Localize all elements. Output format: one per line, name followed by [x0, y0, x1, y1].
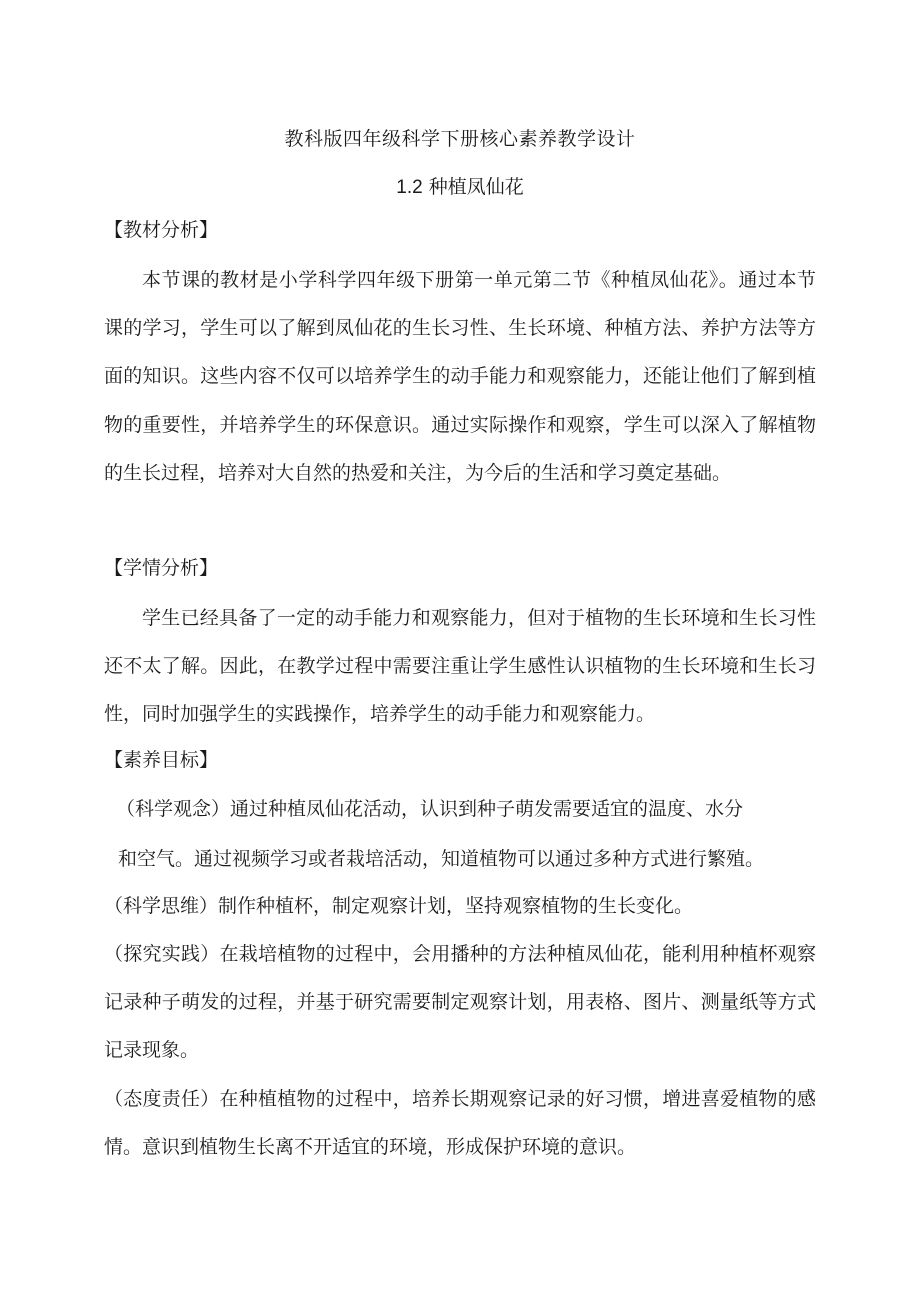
document-title: 教科版四年级科学下册核心素养教学设计 — [284, 128, 636, 150]
student-analysis-paragraph: 学生已经具备了一定的动手能力和观察能力，但对于植物的生长环境和生长习性还不太了解。因此，在教学过程中需要注重让学生感性认识植物的生长环境和生长习性，同时加强学生的实践操作，培养学生的动手能力和观察能力。 — [104, 607, 816, 726]
lesson-title — [0, 172, 920, 203]
section-heading-student-analysis: 【学情分析】 — [104, 557, 219, 579]
goal-inquiry-practice: （探究实践）在栽培植物的过程中，会用播种的方法种植凤仙花，能利用种植杯观察记录种子萌发的过程，并基于研究需要制定观察计划，用表格、图片、测量纸等方式记录现象。 — [104, 943, 816, 1062]
lesson-name: 种植凤仙花 — [428, 176, 524, 198]
goal-science-thinking: （科学思维）制作种植杯，制定观察计划，坚持观察植物的生长变化。 — [104, 895, 694, 917]
textbook-analysis-paragraph: 本节课的教材是小学科学四年级下册第一单元第二节《种植凤仙花》。通过本节课的学习，学生可以了解到凤仙花的生长习性、生长环境、种植方法、养护方法等方面的知识。这些内容不仅可以培养学生的动手能力和观察能力，还能让他们了解到植物的重要性，并培养学生的环保意识。通过实际操作和观察，学生可以深入了解植物的生长过程，培养对大自然的热爱和关注，为今后的生活和学习奠定基础。 — [104, 269, 816, 484]
goal-attitude-responsibility: （态度责任）在种植植物的过程中，培养长期观察记录的好习惯，增进喜爱植物的感情。意识到植物生长离不开适宜的环境，形成保护环境的意识。 — [104, 1088, 816, 1159]
section-heading-literacy-goals: 【素养目标】 — [104, 749, 219, 771]
goal-science-concept-line-2: 和空气。通过视频学习或者栽培活动，知道植物可以通过多种方式进行繁殖。 — [118, 848, 765, 870]
goal-science-concept-line-1: （科学观念）通过种植凤仙花活动，认识到种子萌发需要适宜的温度、水分 — [116, 798, 744, 820]
section-heading-textbook-analysis: 【教材分析】 — [104, 219, 219, 241]
lesson-number: 1.2 — [396, 177, 423, 198]
